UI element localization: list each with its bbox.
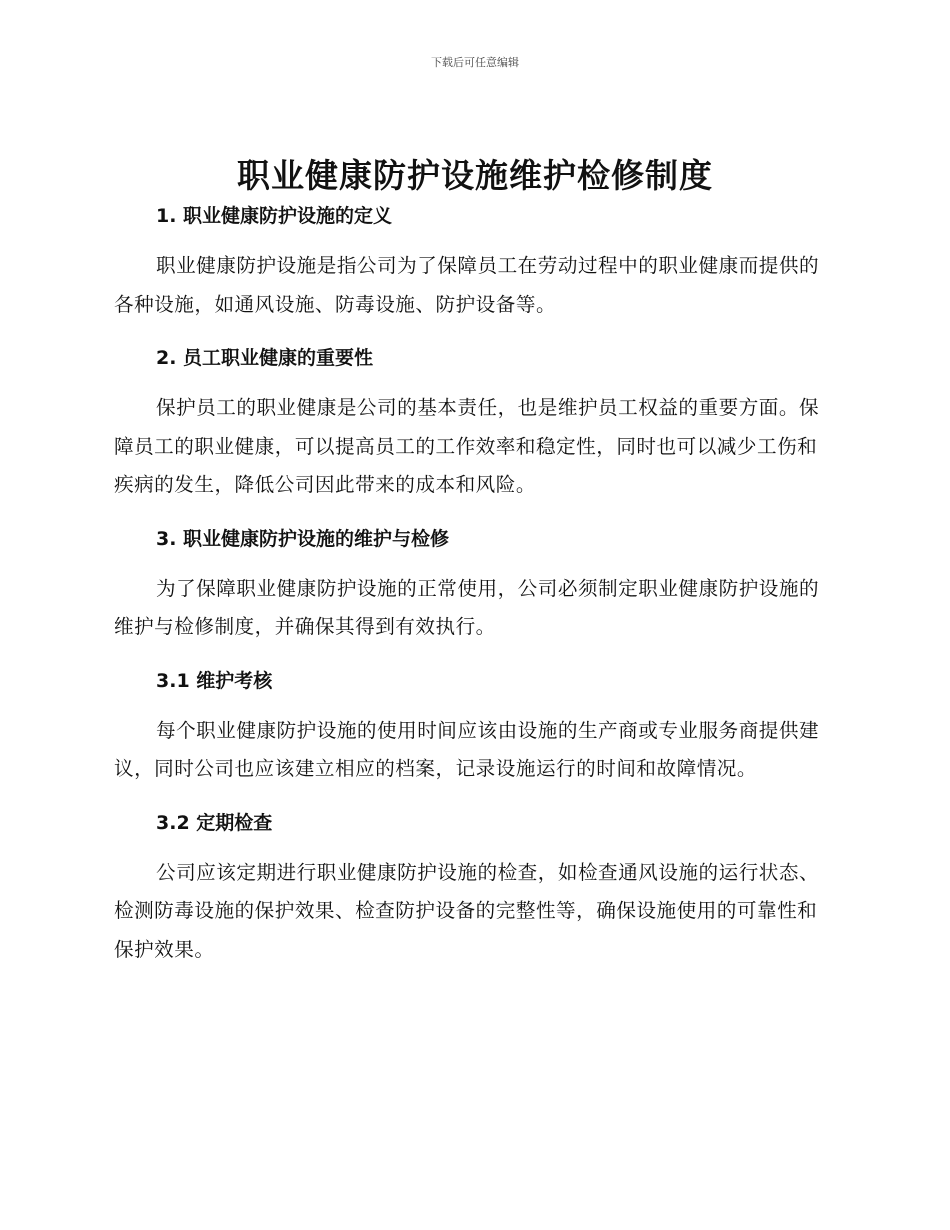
section-importance (114, 339, 832, 505)
document-body (114, 197, 832, 984)
section-paragraph: 保护员工的职业健康是公司的基本责任，也是维护员工权益的重要方面。保障员工的职业健康，可以提高员工的工作效率和稳定性，同时也可以减少工伤和疾病的发生，降低公司因此带来的成本和风险。 (114, 396, 820, 496)
section-heading: 3. 职业健康防护设施的维护与检修 (156, 527, 450, 550)
section-paragraph: 职业健康防护设施是指公司为了保障员工在劳动过程中的职业健康而提供的各种设施，如通风设施、防毒设施、防护设备等。 (114, 254, 820, 316)
section-definition (114, 197, 832, 324)
section-heading: 2. 员工职业健康的重要性 (156, 347, 374, 369)
section-heading: 3.1 维护考核 (156, 669, 273, 692)
section-heading: 3.2 定期检查 (156, 811, 273, 834)
section-paragraph: 每个职业健康防护设施的使用时间应该由设施的生产商或专业服务商提供建议，同时公司也应该建立相应的档案，记录设施运行的时间和故障情况。 (114, 718, 820, 780)
section-maintenance-assessment (114, 662, 832, 789)
section-paragraph: 为了保障职业健康防护设施的正常使用，公司必须制定职业健康防护设施的维护与检修制度，并确保其得到有效执行。 (114, 576, 820, 638)
section-maintenance (114, 520, 832, 647)
section-paragraph: 公司应该定期进行职业健康防护设施的检查，如检查通风设施的运行状态、检测防毒设施的保护效果、检查防护设备的完整性等，确保设施使用的可靠性和保护效果。 (114, 860, 820, 961)
header-note: 下载后可任意编辑 (431, 56, 519, 69)
section-heading: 1. 职业健康防护设施的定义 (156, 205, 393, 227)
document-title: 职业健康防护设施维护检修制度 (237, 156, 713, 195)
section-periodic-inspection (114, 804, 832, 970)
